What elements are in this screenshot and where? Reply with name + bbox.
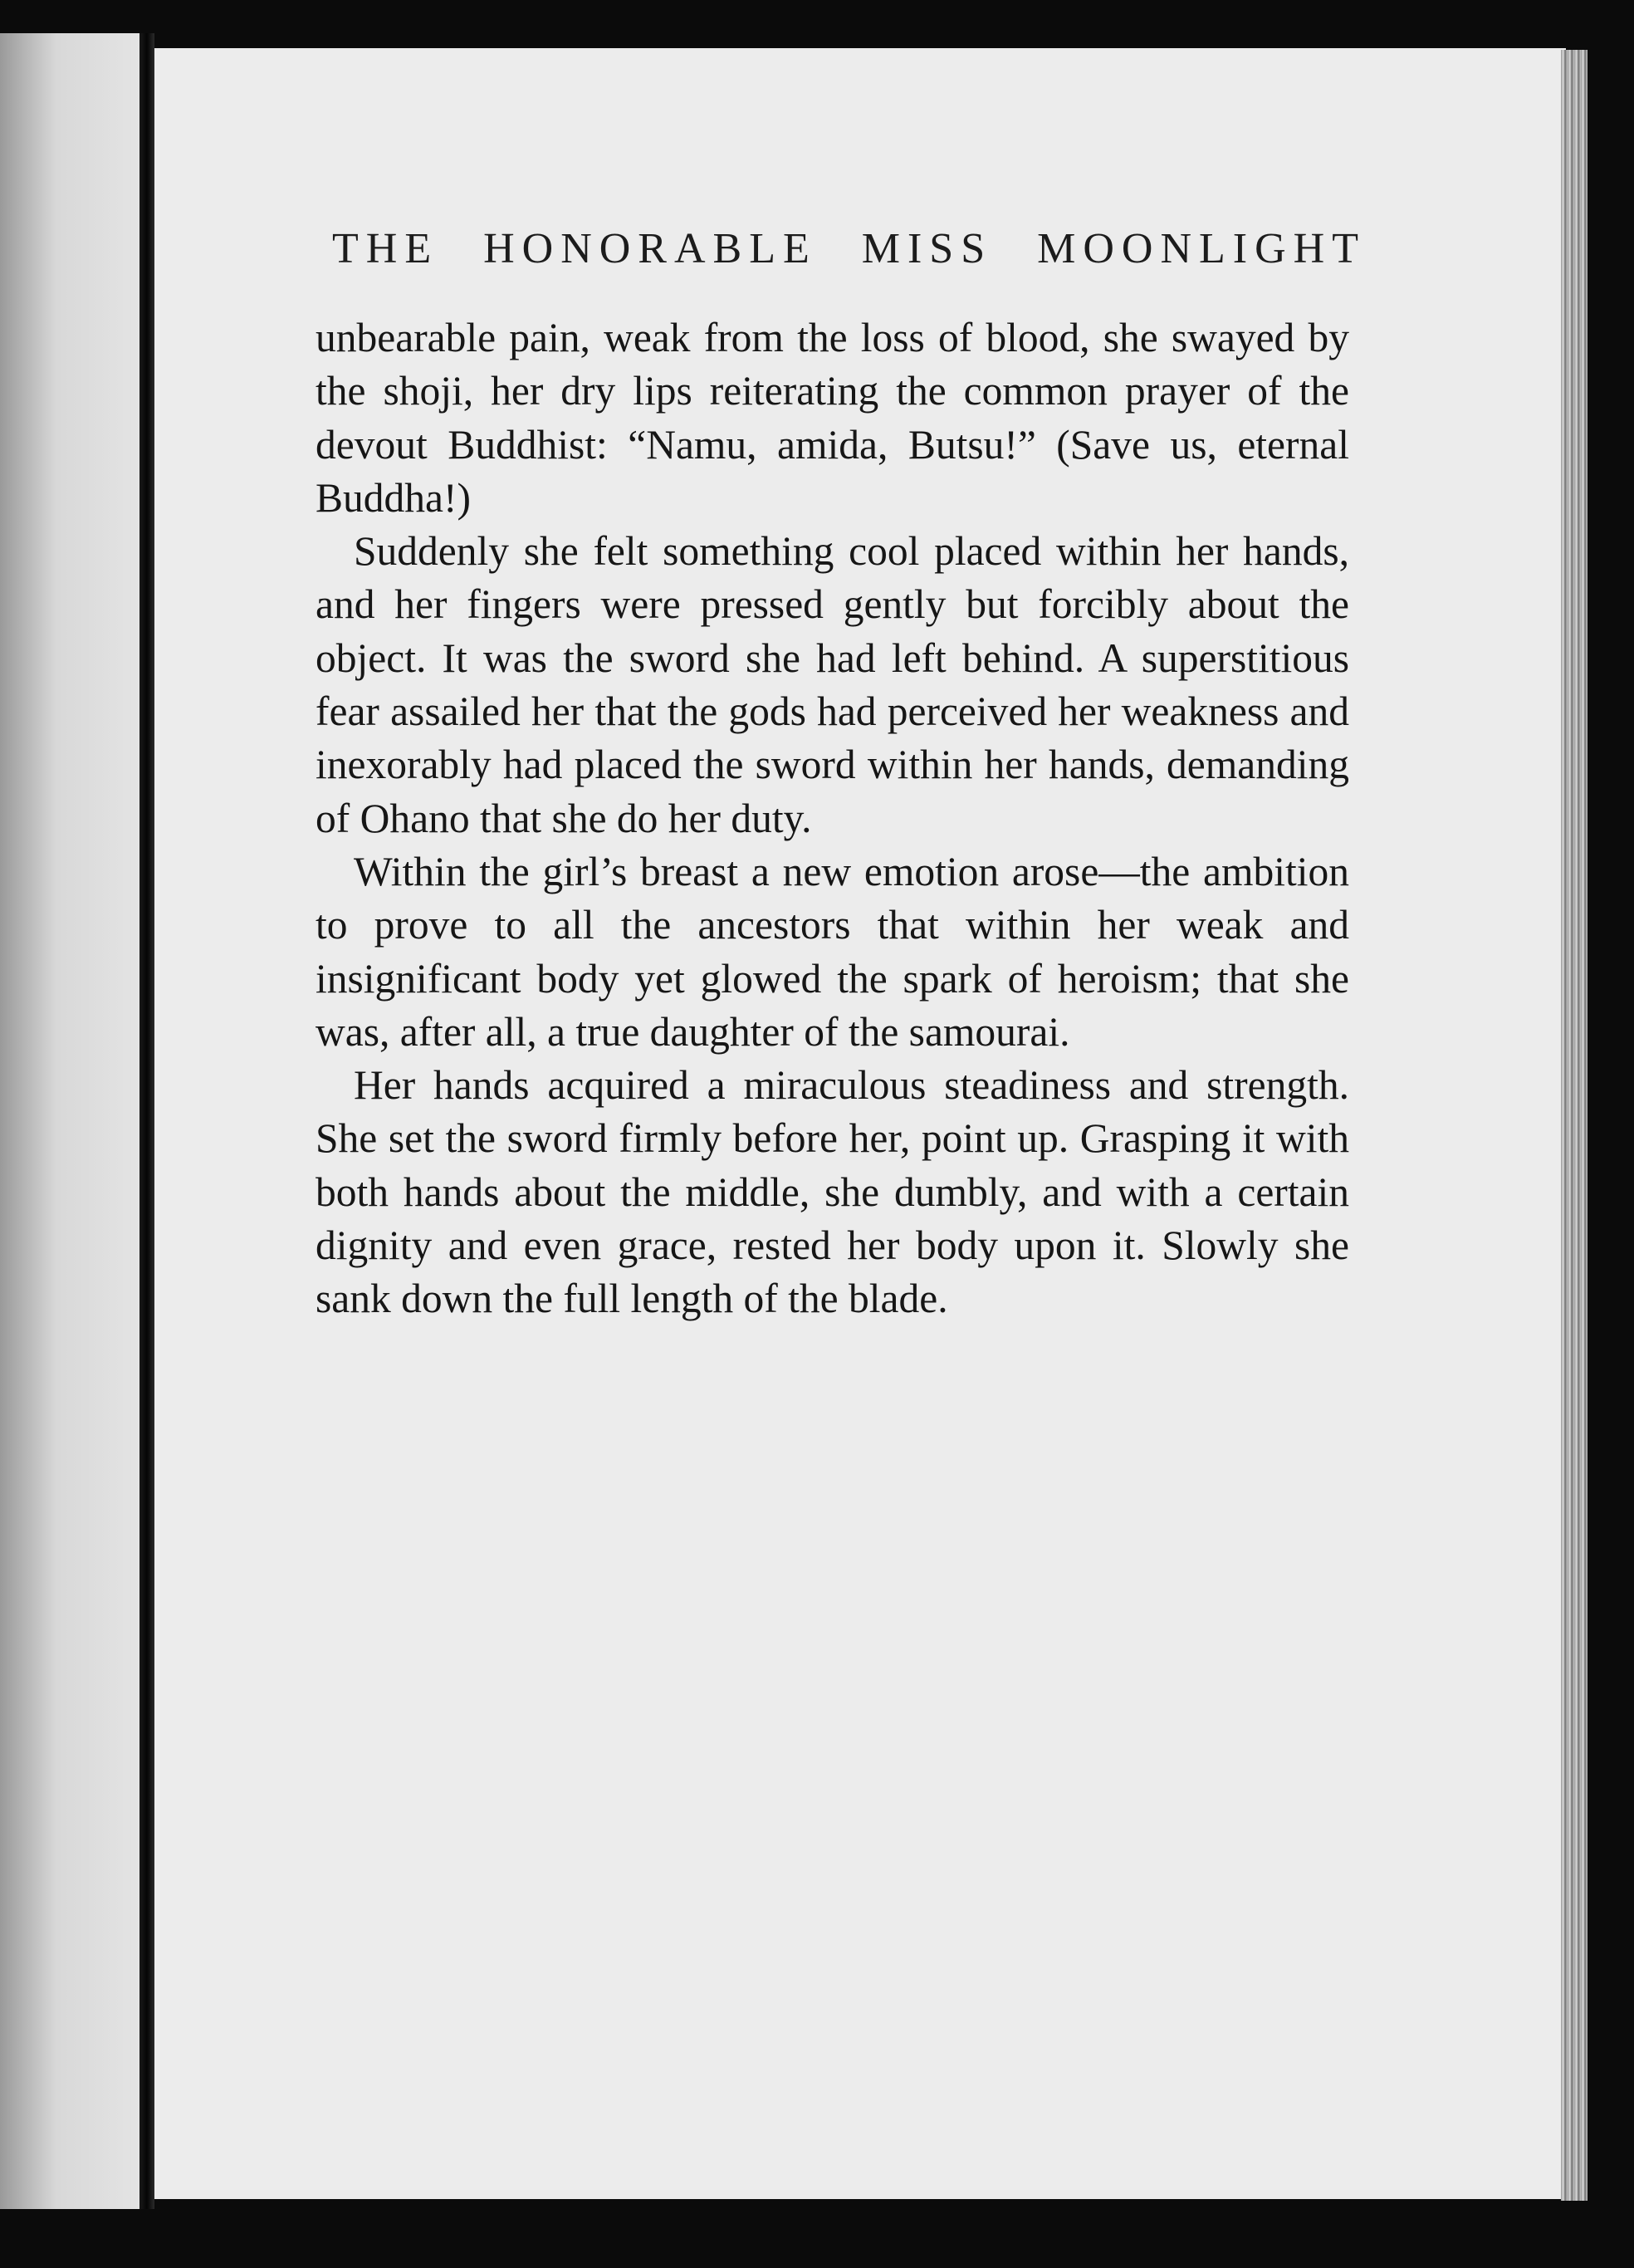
paragraph-3: Within the girl’s breast a new emotion arose—the ambition to prove to all the ancestors that within her weak and insignificant body yet glowed the spark of heroism; that she was, after all, a true daughter of the samourai. [316, 848, 1349, 1055]
page-stack-edge [1561, 50, 1588, 2201]
paragraph-4: Her hands acquired a miraculous steadiness and strength. She set the sword firmly before her, point up. Grasping it with both hands about the middle, she dumbly, and with a certain dignity and even grace, rested her body upon it. Slowly she sank down the full length of the blade. [316, 1062, 1349, 1322]
paragraph-2: Suddenly she felt something cool placed within her hands, and her fingers were pressed gently but forcibly about the object. It was the sword she had left behind. A superstitious fear assailed her that the gods had perceived her weakness and inexorably had placed the sword within her hands, demanding of Ohano that she do her duty. [316, 528, 1349, 841]
book-gutter [139, 33, 154, 2209]
running-head: THE HONORABLE MISS MOONLIGHT [332, 225, 1366, 272]
paragraph-1: unbearable pain, weak from the loss of blood, she swayed by the shoji, her dry lips reiterating the common prayer of the devout Buddhist: “Namu, amida, Butsu!” (Save us, eternal Buddha!) [316, 315, 1349, 521]
body-text [316, 311, 1349, 1326]
left-page-edge [0, 33, 141, 2209]
